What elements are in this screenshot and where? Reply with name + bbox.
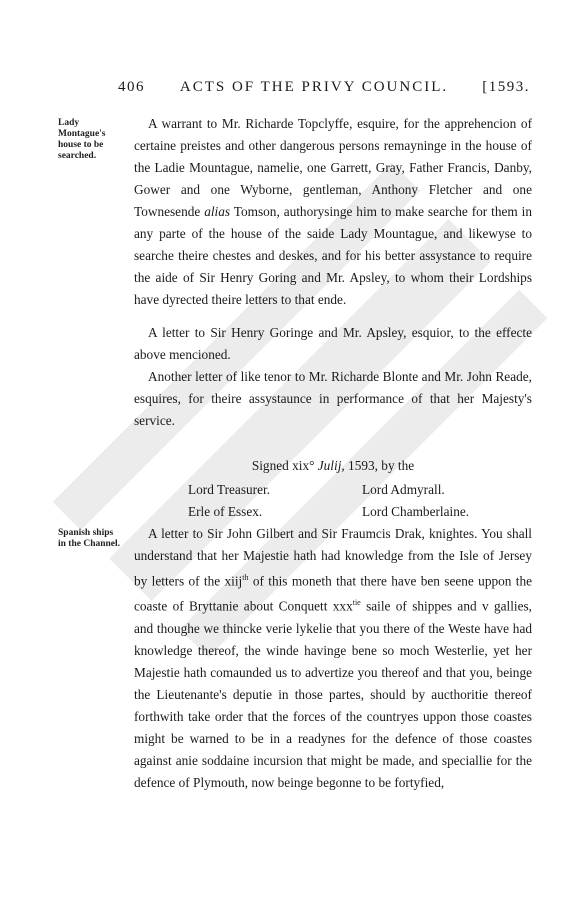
running-title: ACTS OF THE PRIVY COUNCIL. [179,79,449,95]
sidenote-lady-montague: Lady Montague's house to be searched. [58,118,106,161]
paragraph-warrant-text: A warrant to Mr. Richarde Topclyffe, esquire, for the apprehencion of certaine preistes and other dangerous persons remayninge in the house of the Ladie Mountague, namelie, one Garrett, Gray, Father Francis, Danby, Gower and one Wyborne, gentleman, Anthony Fletcher and one Townesende [134,116,532,219]
letter-text-1: A letter to Sir John Gilbert and Sir Fraumcis Drak, knightes. You shall understand that her Majestie hath had knowledge from the Isle of Jersey by letters of the xiij [134,526,532,589]
signed-suffix: 1593, by the [348,458,415,473]
signatory: Lord Chamberlaine. [362,504,470,519]
paragraph-warrant-rest: Tomson, authorysinge him to make searche for them in any parte of the house of the saide Lady Mountague, and likewyse to searche theire chestes and deskes, and for his better assystance to require the aide of Sir Henry Goring and Mr. Apsley, to whom their Lordships have dyrected theire letters to that ende. [134,204,532,307]
sidenote-spanish-ships: Spanish ships in the Channel. [58,528,121,549]
paragraph-letter-blonte: Another letter of like tenor to Mr. Richarde Blonte and Mr. John Reade, esquires, for theire assystaunce in performance of that her Majesty's service. [134,369,532,428]
signatory: Erle of Essex. [188,504,263,519]
signed-month: Julij, [317,458,345,473]
signatories-list [188,480,488,522]
page-number: 406 [118,79,145,95]
signatory: Lord Treasurer. [188,482,270,497]
letter-text-3: saile of shippes and v gallies, and thoughe we thincke verie lykelie that you there of the Weste have had knowledge thereof, the winde havinge bene so moch Westerlie, yet her Majestie hath comaunded us to advertize you thereof and that you, beinge the Lieutenante's deputie in those partes, should by aucthoritie thereof forthwith take order that the forces of the countryes uppon those coastes might be warned to be in a readynes for the defence of those coastes against anie soddaine incursion that might be made, and speciallie for the defence of Plymouth, now beinge begonne to be fortyfied, [134,598,532,790]
running-head [118,79,530,96]
signed-prefix: Signed xix° [251,458,315,473]
letter-text-2: of this moneth that there have ben seene uppon the coaste of Bryttanie about Conquett xxx [134,573,533,614]
running-year: [1593. [482,79,530,95]
signatory: Lord Admyrall. [362,482,445,497]
letter-superscript-th: th [242,573,249,582]
paragraph-letter-goringe: A letter to Sir Henry Goringe and Mr. Apsley, esquior, to the effecte above mencioned. [134,325,532,362]
letter-superscript-tie: tie [352,598,361,608]
paragraph-letter-gilbert-drak [134,523,532,794]
signed-line [134,458,532,474]
paragraph-warrant [134,113,532,311]
alias-word: alias [204,204,231,219]
